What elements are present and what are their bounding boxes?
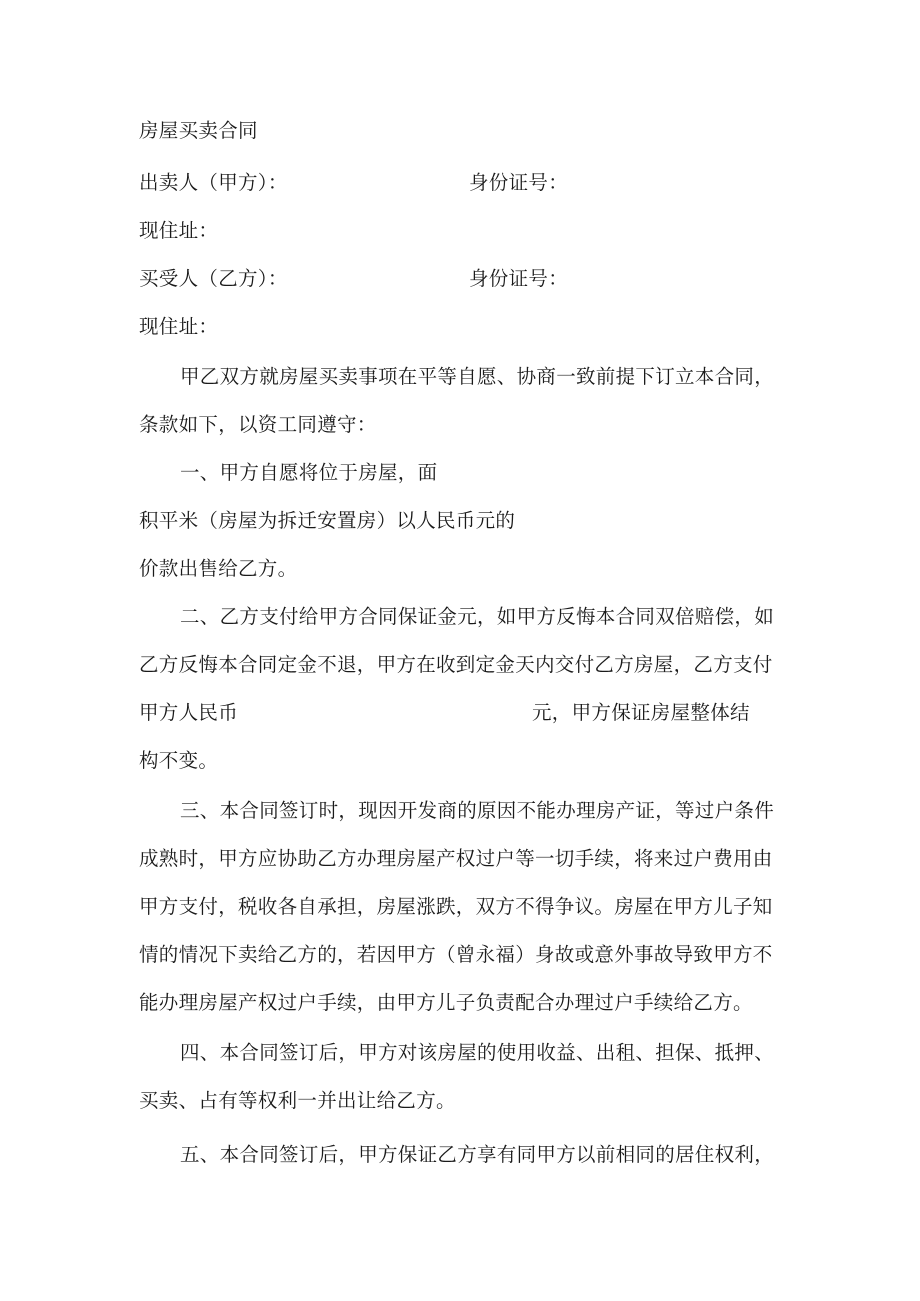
- clause-4-line: 买卖、占有等权利一并出让给乙方。: [139, 1089, 456, 1112]
- clause-1-line: 价款出售给乙方。: [139, 557, 298, 580]
- clause-2-line: 甲方人民币: [139, 701, 239, 724]
- clause-2-line: 元，甲方保证房屋整体结: [532, 701, 750, 724]
- buyer-label: 买受人（乙方）：: [139, 267, 288, 290]
- clause-5-line: 五、本合同签订后，甲方保证乙方享有同甲方以前相同的居住权利，: [180, 1143, 775, 1166]
- seller-address-label: 现住址：: [139, 219, 219, 242]
- clause-2-line: 构不变。: [139, 749, 219, 772]
- document-title: 房屋买卖合同: [139, 119, 258, 142]
- clause-1-line: 积平米（房屋为拆迁安置房）以人民币元的: [139, 509, 516, 532]
- clause-3-line: 甲方支付，税收各自承担，房屋涨跌，双方不得争议。房屋在甲方儿子知: [139, 895, 773, 918]
- seller-label: 出卖人（甲方）：: [139, 171, 288, 194]
- clause-1-line: 一、甲方自愿将位于房屋，面: [180, 461, 438, 484]
- preamble-line: 甲乙双方就房屋买卖事项在平等自愿、协商一致前提下订立本合同，: [180, 365, 775, 388]
- preamble-line: 条款如下，以资工同遵守：: [139, 413, 377, 436]
- clause-3-line: 成熟时，甲方应协助乙方办理房屋产权过户等一切手续，将来过户费用由: [139, 847, 773, 870]
- clause-2-line: 乙方反悔本合同定金不退，甲方在收到定金天内交付乙方房屋，乙方支付: [139, 653, 773, 676]
- clause-3-line: 能办理房屋产权过户手续，由甲方儿子负责配合办理过户手续给乙方。: [139, 991, 753, 1014]
- clause-4-line: 四、本合同签订后，甲方对该房屋的使用收益、出租、担保、抵押、: [180, 1041, 775, 1064]
- buyer-address-label: 现住址：: [139, 315, 219, 338]
- clause-3-line: 三、本合同签订时，现因开发商的原因不能办理房产证，等过户条件: [180, 799, 775, 822]
- clause-2-line: 二、乙方支付给甲方合同保证金元，如甲方反悔本合同双倍赔偿，如: [180, 605, 775, 628]
- seller-id-label: 身份证号：: [469, 171, 569, 194]
- buyer-id-label: 身份证号：: [469, 267, 569, 290]
- clause-3-line: 情的情况下卖给乙方的，若因甲方（曾永福）身故或意外事故导致甲方不: [139, 943, 773, 966]
